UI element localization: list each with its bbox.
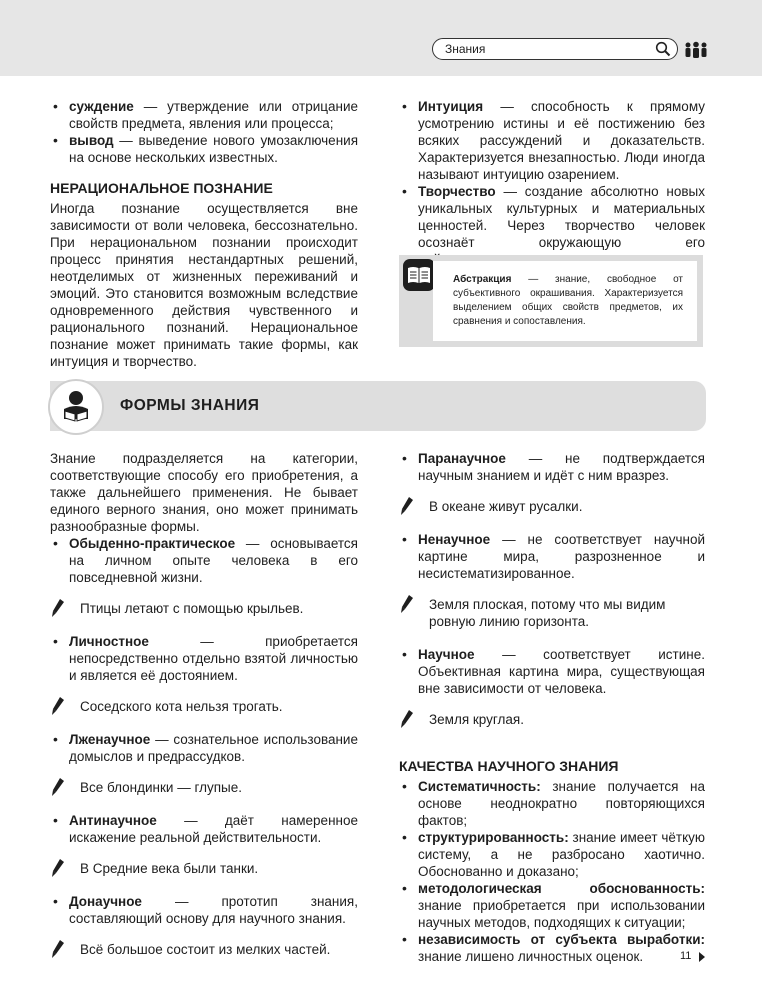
- example: В океане живут русалки.: [399, 498, 705, 515]
- reader-icon: [48, 379, 104, 435]
- example: Земля плоская, потому что мы видим ровную линию горизонта.: [399, 596, 705, 630]
- list-item: • Научное — соответствует истине. Объективная картина мира, существующая вне зависимости от человека.: [399, 646, 705, 697]
- intro-paragraph: Знание подразделяется на категории, соответствующие способу его приобретения, а также дальнейшего применения. Не бывает единого верного знания, оно может принимать разнообразные формы.: [50, 451, 358, 534]
- list-item: • независимость от субъекта выработки: знание лишено личностных оценок.: [399, 931, 705, 965]
- section-heading: НЕРАЦИОНАЛЬНОЕ ПОЗНАНИЕ: [50, 180, 273, 196]
- top-left-column: [50, 98, 358, 370]
- section-title: ФОРМЫ ЗНАНИЯ: [120, 397, 260, 414]
- definition-text: Абстракция — знание, свободное от субъективного окрашивания. Характеризуется выделением общих свойств предметов, их сравнения и сопоставления.: [433, 261, 697, 341]
- example: Земля круглая.: [399, 711, 705, 728]
- example: Всё большое состоит из мелких частей.: [50, 941, 358, 958]
- list-item: • методологическая обоснованность: знание приобретается при использовании научных методов, подходящих к ситуации;: [399, 880, 705, 931]
- bottom-left-column: [50, 450, 358, 974]
- list-item: • структурированность: знание имеет чёткую систему, а не разбросано хаотично. Обоснованно и доказано;: [399, 829, 705, 880]
- list-item: • суждение — утверждение или отрицание свойств предмета, явления или процесса;: [50, 98, 358, 132]
- pen-icon: [50, 939, 66, 963]
- example: Все блондинки — глупые.: [50, 779, 358, 796]
- list-item: • Личностное — приобретается непосредственно отдельно взятой личностью и является её достоянием.: [50, 633, 358, 684]
- section-heading: КАЧЕСТВА НАУЧНОГО ЗНАНИЯ: [399, 758, 619, 774]
- list-item: • Донаучное — прототип знания, составляющий основу для научного знания.: [50, 893, 358, 927]
- pen-icon: [399, 594, 415, 618]
- example: В Средние века были танки.: [50, 860, 358, 877]
- list-item: • Паранаучное — не подтверждается научным знанием и идёт с ним вразрез.: [399, 450, 705, 484]
- list-item: • вывод — выведение нового умозаключения на основе нескольких известных.: [50, 132, 358, 166]
- list-item: • Интуиция — способность к прямому усмотрению истины и её постижению без всяких рассуждений и доказательств. Характеризуется внезапностью. Люди иногда называют интуицию озарением.: [399, 98, 705, 183]
- search-icon[interactable]: [655, 41, 671, 62]
- list-item: • Систематичность: знание получается на основе неоднократно повторяющихся фактов;: [399, 778, 705, 829]
- example: Соседского кота нельзя трогать.: [50, 698, 358, 715]
- next-page-arrow-icon[interactable]: [698, 950, 706, 968]
- page-number: 11: [680, 950, 692, 962]
- list-item: • Ненаучное — не соответствует научной картине мира, разрозненное и несистематизированное.: [399, 531, 705, 582]
- pen-icon: [399, 496, 415, 520]
- pen-icon: [50, 858, 66, 882]
- page-header: [0, 0, 762, 76]
- people-group-icon: [683, 41, 709, 64]
- section-banner: [50, 381, 706, 431]
- list-item: • Антинаучное — даёт намеренное искажение реальной действительности.: [50, 812, 358, 846]
- example: Птицы летают с помощью крыльев.: [50, 600, 358, 617]
- pen-icon: [50, 696, 66, 720]
- search-bar[interactable]: [432, 38, 678, 60]
- top-right-column: [399, 98, 705, 268]
- paragraph: Иногда познание осуществляется вне зависимости от воли человека, бессознательно. При нерациональном познании происходит процесс принятия нестандартных решений, неотделимых от жизненных переживаний и эмоций. Это становится возможным вследствие одновременного действия чувственного и рационального познаний. Нерациональное познание может принимать такие формы, как интуиция и творчество.: [50, 201, 358, 369]
- pen-icon: [50, 598, 66, 622]
- pen-icon: [399, 709, 415, 733]
- definition-box: [399, 255, 703, 347]
- list-item: • Лженаучное — сознательное использование домыслов и предрассудков.: [50, 731, 358, 765]
- search-text: Знания: [445, 42, 486, 56]
- list-item: • Обыденно-практическое — основывается на личном опыте человека в его повседневной жизни.: [50, 535, 358, 586]
- bottom-right-column: [399, 450, 705, 965]
- list-item: • Творчество — создание абсолютно новых уникальных культурных и материальных ценностей. Через творчество человек осознаёт окружающую его: [399, 183, 705, 268]
- pen-icon: [50, 777, 66, 801]
